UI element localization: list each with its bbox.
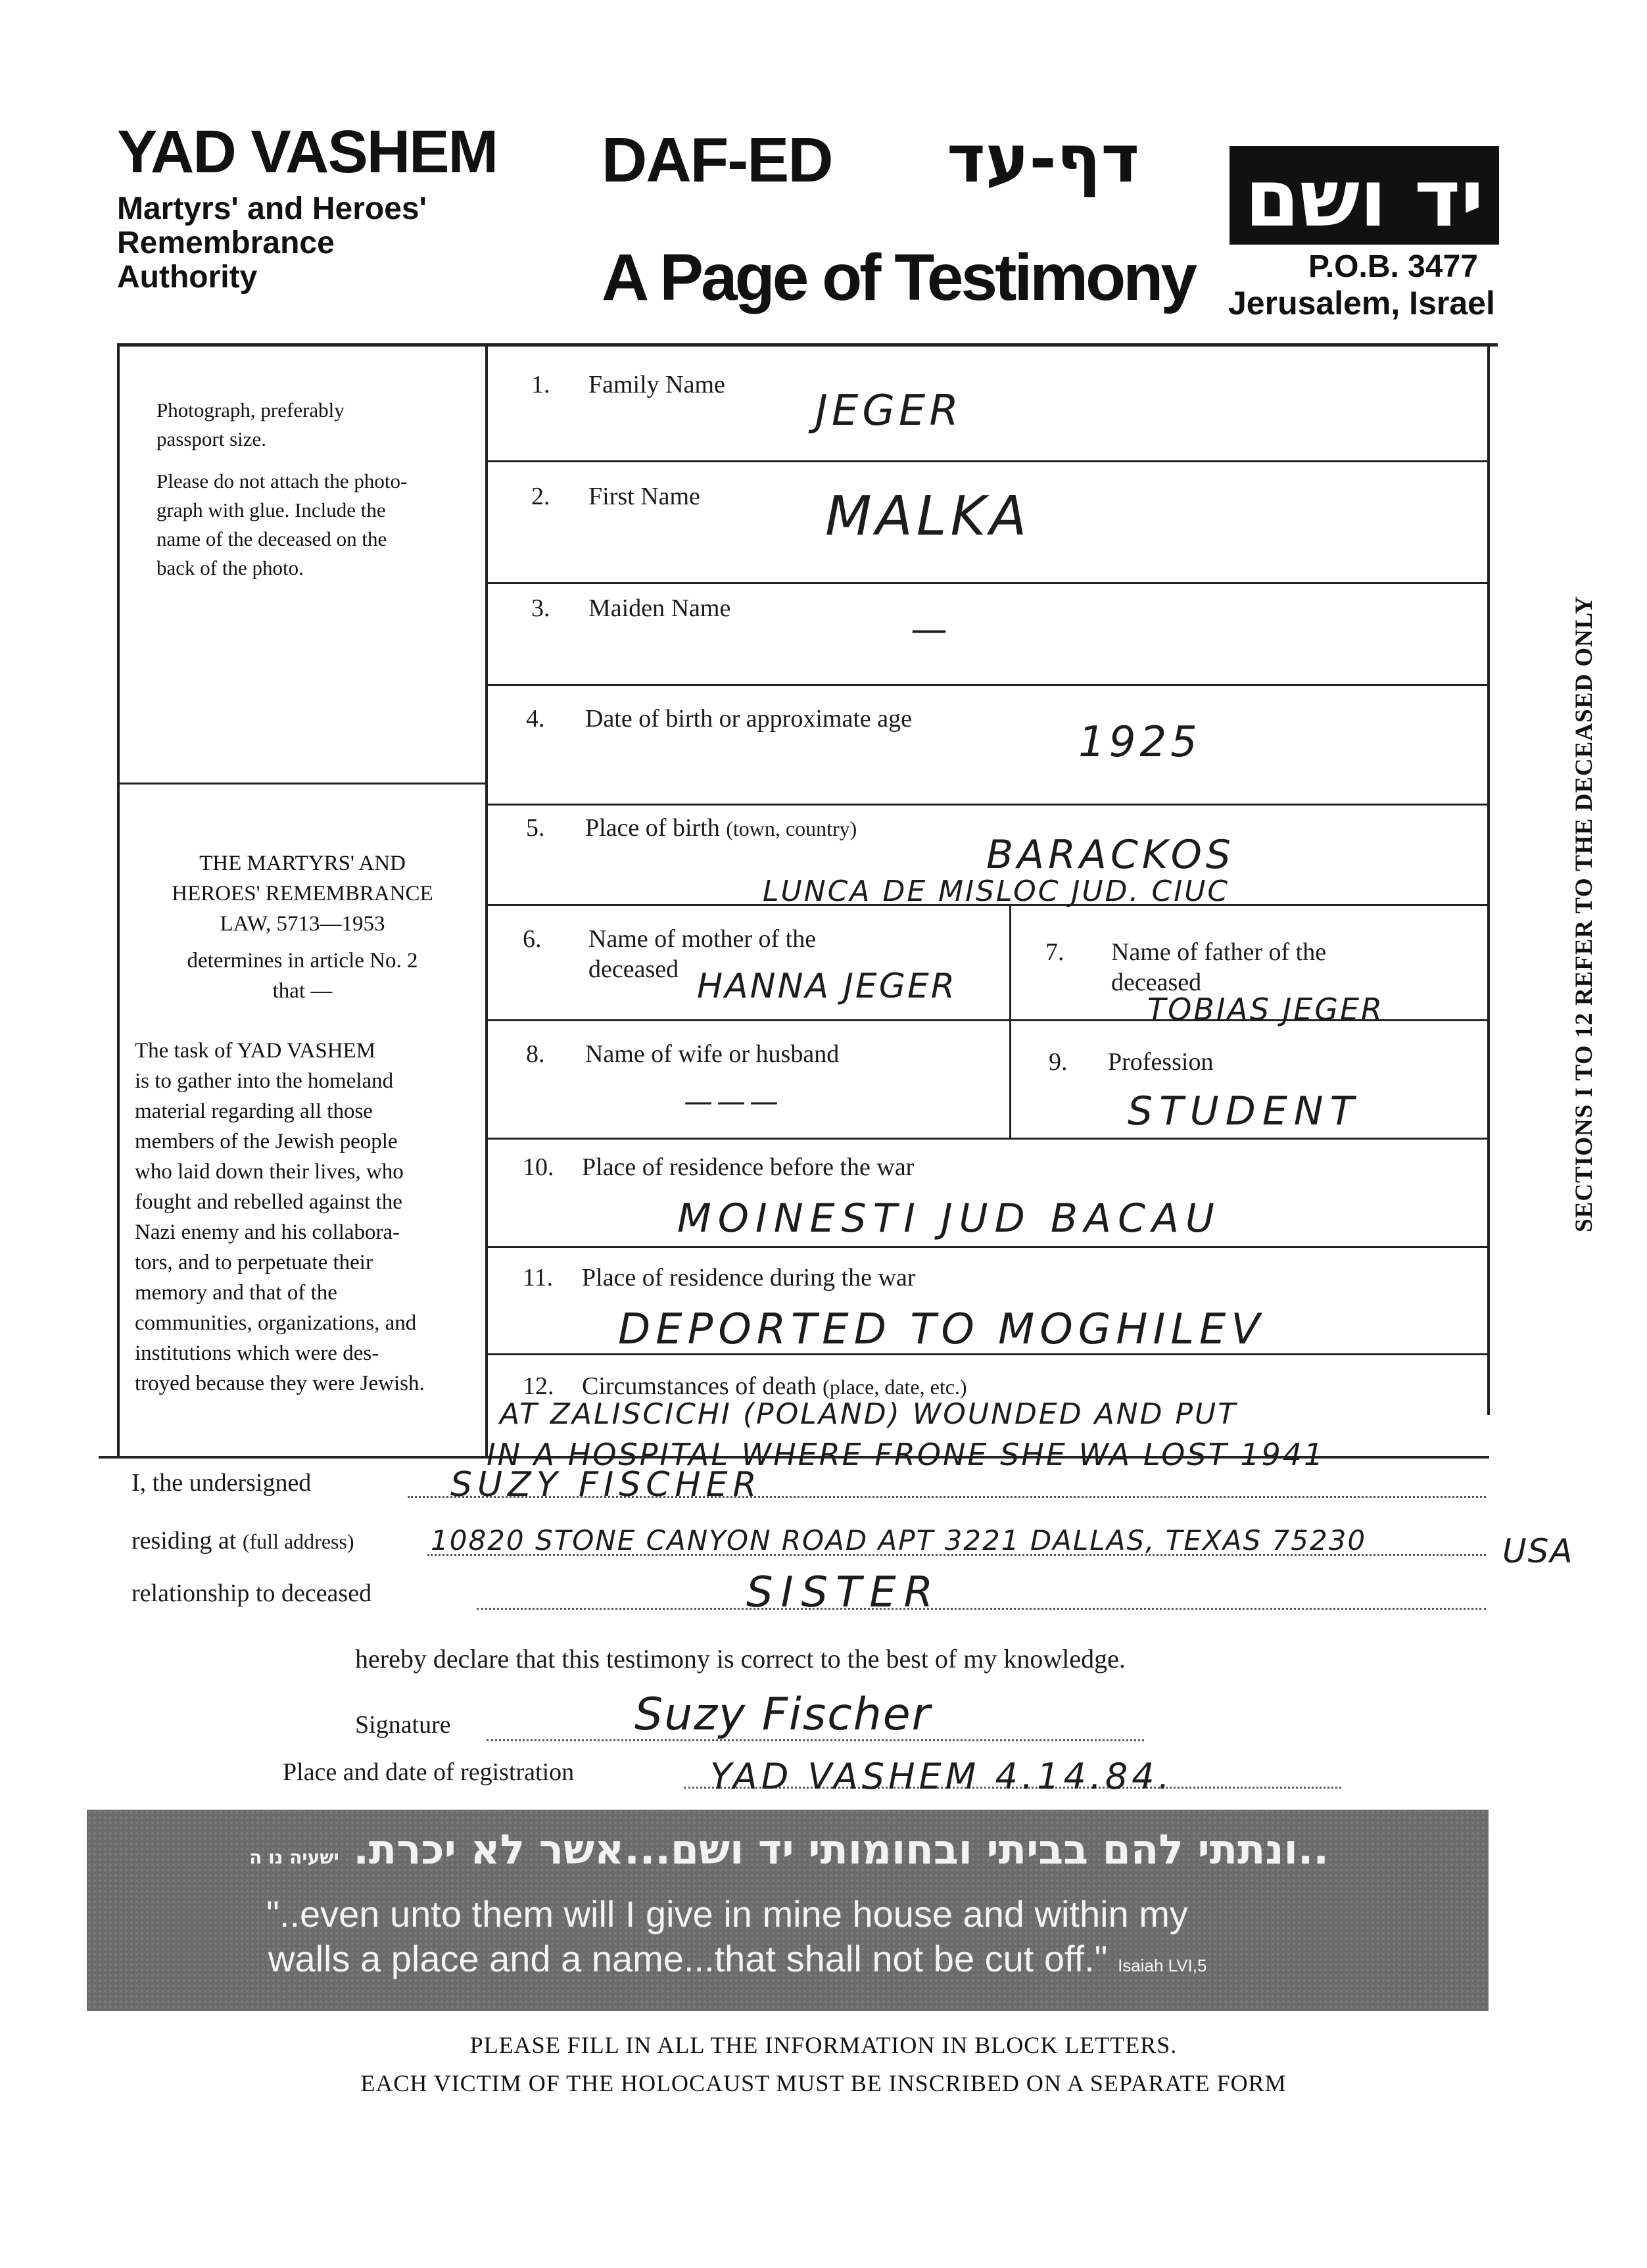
declaration-text: hereby declare that this testimony is correct to the best of my knowledge. <box>355 1644 1126 1674</box>
registration-value: YAD VASHEM 4.14.84. <box>710 1756 1174 1797</box>
residing-label-text: residing at <box>131 1527 237 1555</box>
banner-hebrew-text: ..ונתתי להם בביתי ובחומותי יד ושם...אשר לא יכרת. <box>353 1825 1329 1873</box>
field-8-number: 8. <box>526 1040 545 1068</box>
undersigned-value: SUZY FISCHER <box>450 1465 762 1505</box>
frame-divider <box>485 343 488 1458</box>
law-line: fought and rebelled against the <box>135 1190 402 1214</box>
photo-note-line: Photograph, preferably <box>156 398 345 422</box>
law-line: institutions which were des- <box>135 1341 379 1365</box>
photo-instructions <box>156 396 465 583</box>
birth-place-value-line2: LUNCA DE MISLOC JUD. CIUC <box>763 875 1230 908</box>
father-name-label <box>1111 937 1326 998</box>
field-6-number: 6. <box>523 925 542 953</box>
death-circumstances-label-hint: (place, date, etc.) <box>823 1375 967 1399</box>
row-line <box>487 1246 1489 1248</box>
banner-hebrew-reference: ישעיה נו ה <box>249 1846 339 1868</box>
maiden-name-label: Maiden Name <box>588 594 731 622</box>
field-5-number: 5. <box>526 814 545 842</box>
residing-label <box>131 1526 354 1556</box>
spouse-name-label: Name of wife or husband <box>585 1040 840 1068</box>
photo-note-line: name of the deceased on the <box>156 527 387 550</box>
law-line: HEROES' REMEMBRANCE <box>172 882 433 905</box>
law-line: determines in article No. 2 <box>187 949 418 973</box>
relationship-value: SISTER <box>746 1568 942 1617</box>
death-circumstances-value-line1: AT ZALISCICHI (POLAND) WOUNDED AND PUT <box>500 1397 1238 1431</box>
row-line <box>487 582 1489 584</box>
law-line: that — <box>272 979 333 1003</box>
field-7-number: 7. <box>1045 938 1064 966</box>
field-1-number: 1. <box>531 371 550 398</box>
footer-instruction: PLEASE FILL IN ALL THE INFORMATION IN BLOCK LETTERS. <box>469 2032 1178 2058</box>
org-subtitle <box>117 192 427 295</box>
law-line: material regarding all those <box>135 1099 373 1123</box>
sections-note: SECTIONS I TO 12 REFER TO THE DECEASED ONLY <box>1571 596 1598 1232</box>
mother-name-label-line: Name of mother of the <box>588 925 817 953</box>
first-name-label: First Name <box>588 483 700 510</box>
field-4-number: 4. <box>526 705 545 733</box>
field-10-number: 10. <box>523 1153 554 1181</box>
org-subtitle-line: Martyrs' and Heroes' <box>117 191 427 226</box>
law-heading <box>131 848 473 1006</box>
city: Jerusalem, Israel <box>1228 285 1495 322</box>
birth-place-label-text: Place of birth <box>585 814 720 842</box>
law-line: memory and that of the <box>135 1281 337 1305</box>
residence-during-label: Place of residence during the war <box>582 1264 916 1291</box>
field-12-number: 12. <box>523 1372 554 1400</box>
law-line: The task of YAD VASHEM <box>135 1039 376 1063</box>
law-line: is to gather into the homeland <box>135 1069 394 1093</box>
residing-label-hint: (full address) <box>242 1530 354 1553</box>
law-line: LAW, 5713—1953 <box>220 912 385 936</box>
photo-note-line: graph with glue. Include the <box>156 498 386 521</box>
undersigned-label: I, the undersigned <box>131 1469 312 1497</box>
residing-value: 10820 STONE CANYON ROAD APT 3221 DALLAS, TEXAS 75230 <box>431 1524 1367 1556</box>
po-box: P.O.B. 3477 <box>1308 249 1478 284</box>
banner-hebrew-quote <box>118 1825 1460 1873</box>
row-line <box>487 1138 1489 1140</box>
banner-english-reference: Isaiah LVI,5 <box>1118 1956 1207 1975</box>
mother-name-value: HANNA JEGER <box>697 967 957 1006</box>
father-name-value: TOBIAS JEGER <box>1147 992 1385 1027</box>
birth-place-value-line1: BARACKOS <box>986 832 1235 878</box>
org-name: YAD VASHEM <box>117 118 498 185</box>
page-title: A Page of Testimony <box>602 241 1195 314</box>
law-line: who laid down their lives, who <box>135 1160 404 1184</box>
footer-instruction: EACH VICTIM OF THE HOLOCAUST MUST BE INSCRIBED ON A SEPARATE FORM <box>360 2070 1287 2096</box>
birth-date-value: 1925 <box>1078 718 1201 767</box>
spouse-name-value: ——— <box>684 1085 782 1119</box>
residence-before-value: MOINESTI JUD BACAU <box>677 1195 1221 1242</box>
profession-value: STUDENT <box>1128 1088 1361 1134</box>
law-line: Nazi enemy and his collabora- <box>135 1220 400 1244</box>
father-name-label-line: Name of father of the <box>1111 938 1327 966</box>
birth-place-label <box>585 813 857 844</box>
law-body <box>135 1036 457 1399</box>
form-name-hebrew: דף-עד <box>947 120 1140 197</box>
form-name: DAF-ED <box>602 125 832 195</box>
law-line: troyed because they were Jewish. <box>135 1372 425 1395</box>
birth-place-label-hint: (town, country) <box>726 817 857 840</box>
first-name-value: MALKA <box>825 485 1031 548</box>
law-line: THE MARTYRS' AND <box>199 852 406 875</box>
frame-top <box>117 343 1498 347</box>
field-2-number: 2. <box>531 483 550 510</box>
row-line <box>487 460 1489 462</box>
left-box-divider <box>117 783 488 784</box>
family-name-label: Family Name <box>588 371 725 398</box>
signature-label: Signature <box>355 1711 451 1739</box>
residence-during-value: DEPORTED TO MOGHILEV <box>618 1305 1266 1354</box>
yad-vashem-logo: יד ושם <box>1229 146 1499 245</box>
photo-note-line: back of the photo. <box>156 556 304 579</box>
law-line: members of the Jewish people <box>135 1130 398 1153</box>
death-circumstances-value-line2: IN A HOSPITAL WHERE FRONE SHE WA LOST 1941 <box>487 1437 1325 1472</box>
photo-note-line: passport size. <box>156 427 267 450</box>
row-line <box>487 684 1489 686</box>
mother-name-label-line: deceased <box>588 955 679 983</box>
banner-english-text: walls a place and a name...that shall not be cut off." <box>268 1938 1108 1979</box>
relationship-line <box>477 1608 1486 1610</box>
org-subtitle-line: Remembrance <box>117 226 335 260</box>
banner-english-line2 <box>268 1939 1206 1986</box>
relationship-label: relationship to deceased <box>131 1580 372 1607</box>
profession-label: Profession <box>1108 1048 1214 1076</box>
maiden-name-value: — <box>911 608 951 651</box>
row-line <box>487 804 1489 806</box>
birth-date-label: Date of birth or approximate age <box>585 705 912 733</box>
org-subtitle-line: Authority <box>117 260 258 295</box>
registration-label: Place and date of registration <box>283 1758 575 1786</box>
column-line <box>1009 904 1011 1138</box>
law-line: communities, organizations, and <box>135 1311 417 1335</box>
field-3-number: 3. <box>531 594 550 622</box>
country-value: USA <box>1502 1532 1574 1570</box>
signature-value: Suzy Fischer <box>634 1689 932 1741</box>
photo-note-line: Please do not attach the photo- <box>156 470 408 493</box>
death-circumstances-label-text: Circumstances of death <box>582 1372 817 1400</box>
father-name-label-line: deceased <box>1111 969 1202 996</box>
law-line: tors, and to perpetuate their <box>135 1251 373 1274</box>
field-9-number: 9. <box>1049 1048 1068 1076</box>
banner-english-line1: "..even unto them will I give in mine house and within my <box>266 1893 1188 1935</box>
frame-left <box>117 343 120 1458</box>
frame-right <box>1487 343 1490 1415</box>
residence-before-label: Place of residence before the war <box>582 1153 915 1181</box>
field-11-number: 11. <box>523 1264 554 1291</box>
family-name-value: JEGER <box>815 387 963 435</box>
